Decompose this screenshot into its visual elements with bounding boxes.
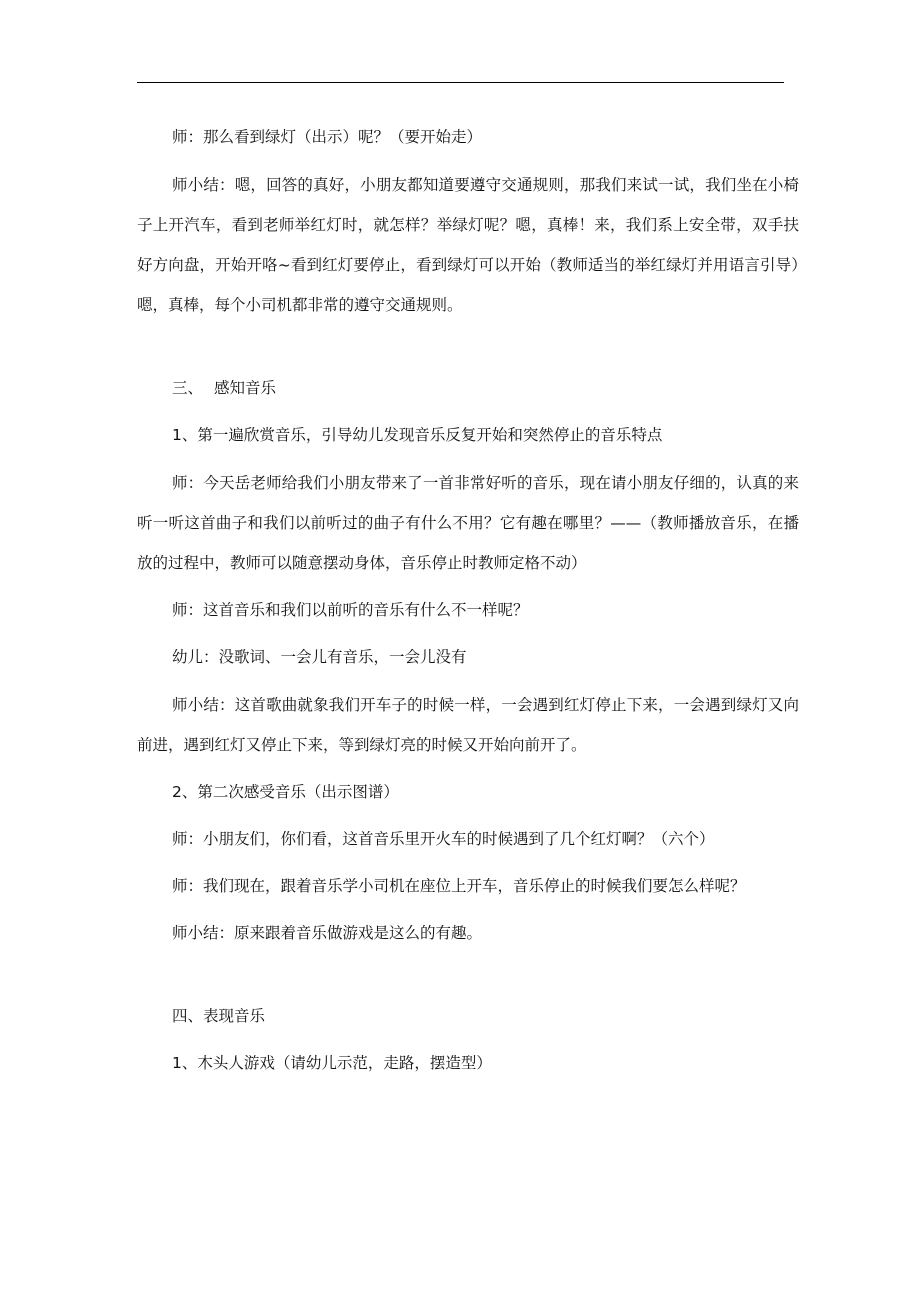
paragraph: 幼儿：没歌词、一会儿有音乐，一会儿没有 xyxy=(172,648,467,666)
paragraph: 师：那么看到绿灯（出示）呢？（要开始走） xyxy=(172,128,483,146)
section-gap xyxy=(137,333,799,369)
document-body xyxy=(137,118,799,1091)
paragraph: 师小结：嗯，回答的真好，小朋友都知道要遵守交通规则，那我们来试一试，我们坐在小椅子上开汽车，看到老师举红灯时，就怎样？举绿灯呢？嗯，真棒！来，我们系上安全带，双手扶好方向盘，开始开咯~看到红灯要停止，看到绿灯可以开始（教师适当的举红绿灯并用语言引导）嗯，真棒，每个小司机都非常的遵守交通规则。 xyxy=(137,176,799,314)
section-heading-4 xyxy=(137,997,799,1036)
paragraph: 师：今天岳老师给我们小朋友带来了一首非常好听的音乐，现在请小朋友仔细的，认真的来听一听这首曲子和我们以前听过的曲子有什么不用？它有趣在哪里？——（教师播放音乐，在播放的过程中，教师可以随意摆动身体，音乐停止时教师定格不动） xyxy=(137,474,799,572)
section-title: 四、表现音乐 xyxy=(172,1007,266,1025)
paragraph: 师：这首音乐和我们以前听的音乐有什么不一样呢？ xyxy=(172,601,529,619)
paragraph: 1、木头人游戏（请幼儿示范，走路，摆造型） xyxy=(172,1054,492,1072)
paragraph: 师：小朋友们，你们看，这首音乐里开火车的时候遇到了几个红灯啊？（六个） xyxy=(172,830,715,848)
paragraph: 1、第一遍欣赏音乐，引导幼儿发现音乐反复开始和突然停止的音乐特点 xyxy=(172,426,663,444)
section-number: 三、 xyxy=(172,379,204,397)
section-heading-3 xyxy=(137,369,799,408)
section-gap xyxy=(137,961,799,997)
paragraph: 师小结：这首歌曲就象我们开车子的时候一样，一会遇到红灯停止下来，一会遇到绿灯又向前进，遇到红灯又停止下来，等到绿灯亮的时候又开始向前开了。 xyxy=(137,696,799,754)
section-title: 感知音乐 xyxy=(214,379,277,397)
paragraph: 师小结：原来跟着音乐做游戏是这么的有趣。 xyxy=(172,924,483,942)
paragraph: 师：我们现在，跟着音乐学小司机在座位上开车，音乐停止的时候我们要怎么样呢？ xyxy=(172,877,746,895)
paragraph: 2、第二次感受音乐（出示图谱） xyxy=(172,783,399,801)
header-rule xyxy=(137,82,784,83)
